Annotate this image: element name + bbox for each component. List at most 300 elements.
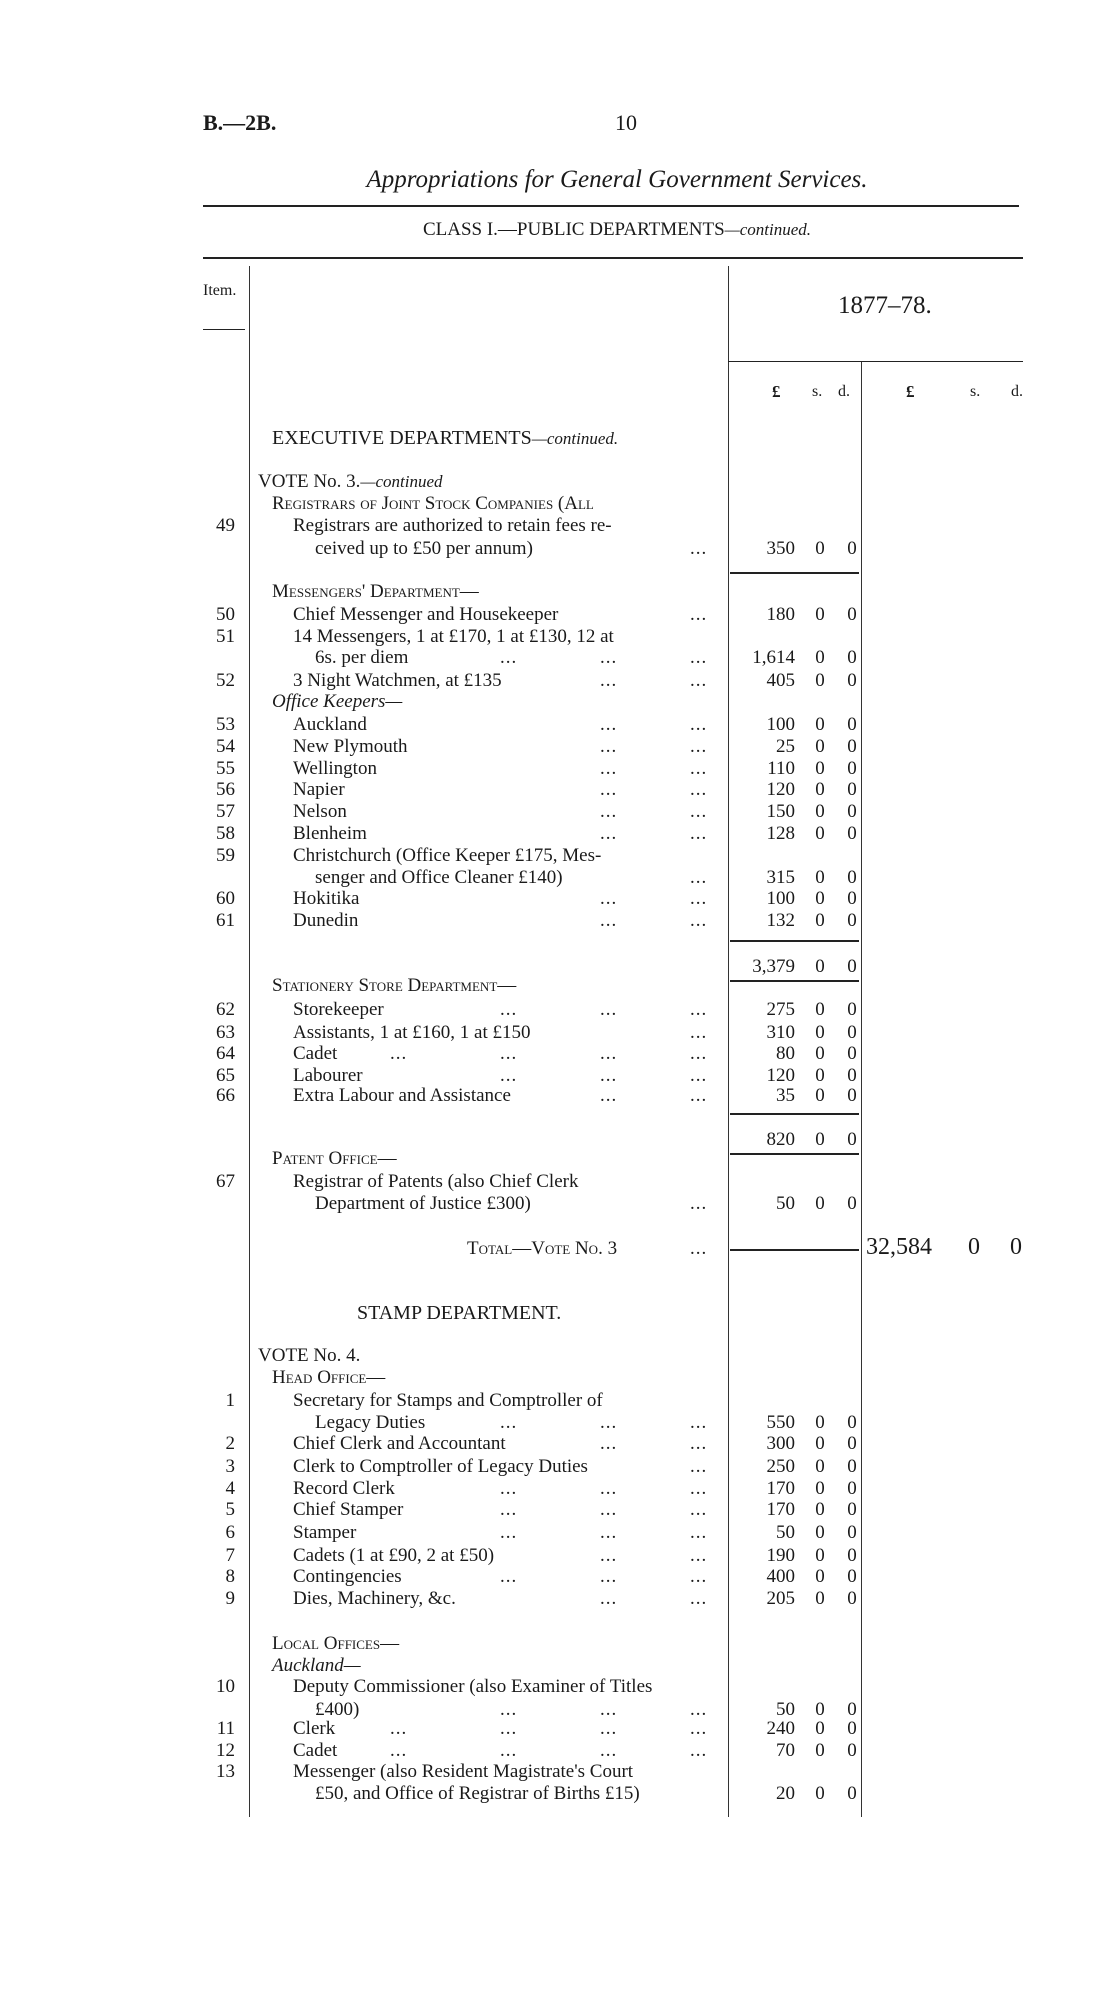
table-row bbox=[0, 1412, 1114, 1434]
table-row bbox=[0, 515, 1114, 537]
item-number: 2 bbox=[225, 1433, 235, 1454]
table-row bbox=[0, 714, 1114, 736]
amount-pounds: 35 bbox=[776, 1085, 795, 1106]
amount-pence: 0 bbox=[847, 538, 857, 559]
dot-leader: ... bbox=[690, 1588, 708, 1609]
table-row bbox=[0, 867, 1114, 889]
sub-heading bbox=[272, 1148, 397, 1170]
amount-shillings: 0 bbox=[815, 758, 825, 779]
dot-leader: ... bbox=[500, 1478, 518, 1499]
dot-leader: ... bbox=[690, 779, 708, 800]
dot-leader: ... bbox=[600, 647, 618, 668]
amount-pence: 0 bbox=[847, 647, 857, 668]
continued-label: —continued bbox=[360, 472, 443, 491]
dot-leader: ... bbox=[600, 823, 618, 844]
amount-pounds: 50 bbox=[776, 1699, 795, 1720]
item-description bbox=[293, 515, 612, 537]
dot-leader: ... bbox=[600, 1065, 618, 1086]
sub-heading bbox=[272, 1367, 385, 1389]
total-shillings: 0 bbox=[968, 1234, 980, 1260]
item-number: 9 bbox=[225, 1588, 235, 1609]
item-description bbox=[293, 1043, 337, 1065]
continued-label: —continued. bbox=[531, 429, 619, 448]
amount-pounds: 100 bbox=[766, 714, 795, 735]
italic-heading bbox=[272, 691, 402, 713]
amount-pence: 0 bbox=[847, 1085, 857, 1106]
table-row bbox=[0, 1676, 1114, 1698]
amount-pounds: 190 bbox=[766, 1545, 795, 1566]
table-row bbox=[0, 1390, 1114, 1412]
item-description bbox=[293, 845, 601, 867]
amount-pence: 0 bbox=[847, 867, 857, 888]
amount-pounds: 300 bbox=[766, 1433, 795, 1454]
amount-pence: 0 bbox=[847, 1022, 857, 1043]
row-text: Local Offices— bbox=[272, 1633, 400, 1654]
amount-pounds: 50 bbox=[776, 1193, 795, 1214]
subtotal-rule-above bbox=[730, 940, 859, 942]
table-row bbox=[0, 1633, 1114, 1655]
amount-shillings: 0 bbox=[815, 999, 825, 1020]
amount-pounds: 400 bbox=[766, 1566, 795, 1587]
item-description bbox=[293, 1588, 456, 1610]
amount-pounds: 310 bbox=[766, 1022, 795, 1043]
item-number: 58 bbox=[216, 823, 235, 844]
dot-leader: ... bbox=[600, 736, 618, 757]
year-heading: 1877–78. bbox=[838, 292, 932, 319]
table-row bbox=[0, 581, 1114, 603]
table-row bbox=[0, 1761, 1114, 1783]
table-row bbox=[0, 1545, 1114, 1567]
table-row bbox=[0, 647, 1114, 669]
section-heading bbox=[272, 427, 618, 450]
amount-shillings: 0 bbox=[815, 647, 825, 668]
amount-pence: 0 bbox=[847, 823, 857, 844]
item-number: 54 bbox=[216, 736, 235, 757]
item-number: 51 bbox=[216, 626, 235, 647]
amount-pounds: 240 bbox=[766, 1718, 795, 1739]
row-text: Chief Clerk and Accountant bbox=[293, 1433, 506, 1454]
amount-shillings: 0 bbox=[815, 1545, 825, 1566]
item-number: 1 bbox=[225, 1390, 235, 1411]
dot-leader: ... bbox=[500, 1699, 518, 1720]
dot-leader: ... bbox=[600, 1043, 618, 1064]
table-row bbox=[0, 1783, 1114, 1805]
amount-pence: 0 bbox=[847, 1412, 857, 1433]
amount-pounds: 120 bbox=[766, 1065, 795, 1086]
row-text: senger and Office Cleaner £140) bbox=[315, 867, 563, 888]
dot-leader: ... bbox=[690, 1412, 708, 1433]
amount-pence: 0 bbox=[847, 910, 857, 931]
table-row bbox=[0, 427, 1114, 449]
pound-header: £ bbox=[772, 382, 781, 401]
dot-leader: ... bbox=[690, 1433, 708, 1454]
amount-pence: 0 bbox=[847, 758, 857, 779]
row-text: New Plymouth bbox=[293, 736, 408, 757]
amount-pounds: 550 bbox=[766, 1412, 795, 1433]
amount-pounds: 350 bbox=[766, 538, 795, 559]
total-heading bbox=[467, 1238, 617, 1260]
dot-leader: ... bbox=[600, 1588, 618, 1609]
table-row bbox=[0, 823, 1114, 845]
item-number: 3 bbox=[225, 1456, 235, 1477]
amount-shillings: 0 bbox=[815, 1699, 825, 1720]
row-text: Auckland— bbox=[272, 1655, 361, 1676]
table-row bbox=[0, 1367, 1114, 1389]
item-number: 6 bbox=[225, 1522, 235, 1543]
shillings-header: s. bbox=[812, 383, 823, 400]
amount-shillings: 0 bbox=[815, 867, 825, 888]
table-row bbox=[0, 1085, 1114, 1107]
table-row bbox=[0, 1718, 1114, 1740]
row-text: Blenheim bbox=[293, 823, 367, 844]
dot-leader: ... bbox=[600, 1412, 618, 1433]
item-number: 65 bbox=[216, 1065, 235, 1086]
total-pounds: 32,584 bbox=[866, 1234, 932, 1260]
divider bbox=[203, 205, 1019, 207]
table-row bbox=[0, 1588, 1114, 1610]
dot-leader: ... bbox=[690, 1065, 708, 1086]
table-row bbox=[0, 779, 1114, 801]
pound-header-total: £ bbox=[906, 382, 915, 401]
amount-pence: 0 bbox=[847, 1043, 857, 1064]
row-text: VOTE No. 3. bbox=[258, 471, 361, 492]
item-description bbox=[293, 1761, 633, 1783]
item-description bbox=[315, 1193, 531, 1215]
item-description bbox=[293, 1022, 531, 1044]
row-text: Legacy Duties bbox=[315, 1412, 426, 1433]
item-number: 10 bbox=[216, 1676, 235, 1697]
vote-heading bbox=[258, 1345, 360, 1367]
amount-pounds: 170 bbox=[766, 1478, 795, 1499]
amount-shillings: 0 bbox=[815, 1065, 825, 1086]
amount-pence: 0 bbox=[847, 1740, 857, 1761]
amount-shillings: 0 bbox=[815, 1085, 825, 1106]
amount-shillings: 0 bbox=[815, 956, 825, 977]
row-text: £400) bbox=[315, 1699, 360, 1720]
amount-shillings: 0 bbox=[815, 779, 825, 800]
page-number: 10 bbox=[615, 110, 637, 135]
row-text: 3 Night Watchmen, at £135 bbox=[293, 670, 502, 691]
amount-pence: 0 bbox=[847, 801, 857, 822]
row-text: Head Office— bbox=[272, 1367, 386, 1388]
dot-leader: ... bbox=[690, 670, 708, 691]
row-text: Record Clerk bbox=[293, 1478, 395, 1499]
divider bbox=[203, 257, 1023, 259]
item-description bbox=[293, 1499, 403, 1521]
amount-pounds: 205 bbox=[766, 1588, 795, 1609]
row-text: Messenger (also Resident Magistrate's Court bbox=[293, 1761, 634, 1782]
amount-pence: 0 bbox=[847, 1545, 857, 1566]
dot-leader: ... bbox=[690, 1566, 708, 1587]
item-description bbox=[293, 1718, 335, 1740]
dot-leader: ... bbox=[690, 999, 708, 1020]
row-text: Total—Vote No. 3 bbox=[467, 1238, 618, 1259]
amount-pence: 0 bbox=[847, 999, 857, 1020]
table-row bbox=[0, 845, 1114, 867]
table-row bbox=[0, 910, 1114, 932]
amount-shillings: 0 bbox=[815, 1522, 825, 1543]
item-description bbox=[293, 1456, 588, 1478]
dot-leader: ... bbox=[690, 758, 708, 779]
dot-leader: ... bbox=[500, 999, 518, 1020]
table-row bbox=[0, 801, 1114, 823]
row-text: £50, and Office of Registrar of Births £15) bbox=[315, 1783, 640, 1804]
dot-leader: ... bbox=[500, 1740, 518, 1761]
amount-shillings: 0 bbox=[815, 888, 825, 909]
row-text: ceived up to £50 per annum) bbox=[315, 538, 533, 559]
item-description bbox=[293, 1433, 506, 1455]
dot-leader: ... bbox=[600, 779, 618, 800]
amount-shillings: 0 bbox=[815, 1740, 825, 1761]
item-description bbox=[293, 670, 502, 692]
amount-pounds: 250 bbox=[766, 1456, 795, 1477]
amount-shillings: 0 bbox=[815, 1129, 825, 1150]
item-number: 60 bbox=[216, 888, 235, 909]
row-text: Registrars of Joint Stock Companies (All bbox=[272, 493, 594, 514]
amount-shillings: 0 bbox=[815, 714, 825, 735]
item-description bbox=[315, 647, 408, 669]
row-text: Chief Stamper bbox=[293, 1499, 404, 1520]
table-row bbox=[0, 493, 1114, 515]
sub-heading bbox=[272, 581, 479, 603]
amount-pence: 0 bbox=[847, 779, 857, 800]
table-row bbox=[0, 999, 1114, 1021]
item-number: 5 bbox=[225, 1499, 235, 1520]
item-description bbox=[315, 538, 533, 560]
table-row bbox=[0, 1522, 1114, 1544]
dot-leader: ... bbox=[600, 1545, 618, 1566]
table-row bbox=[0, 1433, 1114, 1455]
class-heading bbox=[0, 219, 1114, 241]
document-reference: B.—2B. bbox=[203, 110, 277, 135]
table-row bbox=[0, 1566, 1114, 1588]
dot-leader: ... bbox=[500, 647, 518, 668]
dot-leader: ... bbox=[500, 1499, 518, 1520]
amount-pence: 0 bbox=[847, 1129, 857, 1150]
item-description bbox=[293, 1171, 578, 1193]
dot-leader: ... bbox=[690, 1718, 708, 1739]
amount-pounds: 80 bbox=[776, 1043, 795, 1064]
table-row bbox=[0, 888, 1114, 910]
row-text: 6s. per diem bbox=[315, 647, 409, 668]
table-row bbox=[0, 1499, 1114, 1521]
row-text: Dies, Machinery, &c. bbox=[293, 1588, 456, 1609]
table-row bbox=[0, 471, 1114, 493]
amount-pounds: 25 bbox=[776, 736, 795, 757]
row-text: Cadet bbox=[293, 1740, 338, 1761]
table-row bbox=[0, 1456, 1114, 1478]
dot-leader: ... bbox=[690, 910, 708, 931]
amount-pence: 0 bbox=[847, 888, 857, 909]
amount-pence: 0 bbox=[847, 714, 857, 735]
amount-shillings: 0 bbox=[815, 1456, 825, 1477]
amount-pounds: 70 bbox=[776, 1740, 795, 1761]
row-text: STAMP DEPARTMENT. bbox=[357, 1302, 562, 1324]
amount-pence: 0 bbox=[847, 1783, 857, 1804]
item-column-header: Item. bbox=[203, 282, 237, 299]
row-text: 14 Messengers, 1 at £170, 1 at £130, 12 at bbox=[293, 626, 614, 647]
amount-pounds: 315 bbox=[766, 867, 795, 888]
dot-leader: ... bbox=[690, 1499, 708, 1520]
item-description bbox=[293, 1085, 511, 1107]
item-number: 59 bbox=[216, 845, 235, 866]
item-description bbox=[293, 758, 377, 780]
item-number: 61 bbox=[216, 910, 235, 931]
dot-leader: ... bbox=[500, 1065, 518, 1086]
amount-pence: 0 bbox=[847, 1699, 857, 1720]
item-number: 63 bbox=[216, 1022, 235, 1043]
dot-leader: ... bbox=[390, 1043, 408, 1064]
amount-pence: 0 bbox=[847, 956, 857, 977]
item-number: 62 bbox=[216, 999, 235, 1020]
amount-pence: 0 bbox=[847, 670, 857, 691]
item-number: 11 bbox=[216, 1718, 235, 1739]
amount-pounds: 50 bbox=[776, 1522, 795, 1543]
row-text: Secretary for Stamps and Comptroller of bbox=[293, 1390, 603, 1411]
section-rule bbox=[730, 572, 859, 574]
dot-leader: ... bbox=[690, 1478, 708, 1499]
item-description bbox=[293, 1566, 402, 1588]
amount-pounds: 3,379 bbox=[752, 956, 795, 977]
amount-shillings: 0 bbox=[815, 910, 825, 931]
amount-shillings: 0 bbox=[815, 1043, 825, 1064]
dot-leader: ... bbox=[690, 1522, 708, 1543]
item-description bbox=[293, 736, 408, 758]
vote-heading bbox=[258, 471, 443, 493]
amount-pence: 0 bbox=[847, 1065, 857, 1086]
dot-leader: ... bbox=[690, 1022, 708, 1043]
dot-leader: ... bbox=[600, 1740, 618, 1761]
amount-pounds: 180 bbox=[766, 604, 795, 625]
year-underline bbox=[728, 361, 1023, 362]
item-number: 8 bbox=[225, 1566, 235, 1587]
dot-leader: ... bbox=[600, 1566, 618, 1587]
item-number: 57 bbox=[216, 801, 235, 822]
amount-shillings: 0 bbox=[815, 736, 825, 757]
row-text: Messengers' Department— bbox=[272, 581, 479, 602]
dot-leader: ... bbox=[600, 714, 618, 735]
table-row bbox=[0, 1740, 1114, 1762]
row-text: Labourer bbox=[293, 1065, 363, 1086]
dot-leader: ... bbox=[600, 1718, 618, 1739]
item-description bbox=[293, 999, 384, 1021]
amount-shillings: 0 bbox=[815, 1433, 825, 1454]
table-row bbox=[0, 1478, 1114, 1500]
amount-pounds: 1,614 bbox=[752, 647, 795, 668]
dot-leader: ... bbox=[690, 1699, 708, 1720]
table-row bbox=[0, 1302, 1114, 1324]
row-text: Storekeeper bbox=[293, 999, 384, 1020]
item-number: 66 bbox=[216, 1085, 235, 1106]
amount-pence: 0 bbox=[847, 1566, 857, 1587]
dot-leader: ... bbox=[690, 1193, 708, 1214]
amount-pounds: 100 bbox=[766, 888, 795, 909]
amount-shillings: 0 bbox=[815, 1412, 825, 1433]
item-number: 64 bbox=[216, 1043, 235, 1064]
row-text: Cadets (1 at £90, 2 at £50) bbox=[293, 1545, 495, 1566]
dot-leader: ... bbox=[600, 1478, 618, 1499]
item-number: 56 bbox=[216, 779, 235, 800]
row-text: Office Keepers— bbox=[272, 691, 403, 712]
item-description bbox=[293, 823, 367, 845]
dot-leader: ... bbox=[690, 1740, 708, 1761]
shillings-header-total: s. bbox=[970, 383, 981, 400]
dot-leader: ... bbox=[500, 1043, 518, 1064]
dot-leader: ... bbox=[690, 801, 708, 822]
amount-pence: 0 bbox=[847, 1433, 857, 1454]
item-description bbox=[293, 888, 360, 910]
amount-shillings: 0 bbox=[815, 1783, 825, 1804]
table-row bbox=[0, 604, 1114, 626]
amount-pounds: 405 bbox=[766, 670, 795, 691]
dot-leader: ... bbox=[600, 1433, 618, 1454]
row-text: Registrar of Patents (also Chief Clerk bbox=[293, 1171, 579, 1192]
dot-leader: ... bbox=[690, 867, 708, 888]
dot-leader: ... bbox=[390, 1740, 408, 1761]
table-row bbox=[0, 1345, 1114, 1367]
amount-shillings: 0 bbox=[815, 801, 825, 822]
item-description bbox=[293, 1545, 494, 1567]
class-heading-main: CLASS I.—PUBLIC DEPARTMENTS bbox=[422, 219, 725, 240]
item-number: 7 bbox=[225, 1545, 235, 1566]
row-text: Christchurch (Office Keeper £175, Mes- bbox=[293, 845, 602, 866]
item-description bbox=[293, 1390, 603, 1412]
amount-shillings: 0 bbox=[815, 1478, 825, 1499]
italic-heading bbox=[272, 1655, 361, 1677]
amount-pence: 0 bbox=[847, 1588, 857, 1609]
row-text: Patent Office— bbox=[272, 1148, 397, 1169]
amount-pence: 0 bbox=[847, 1456, 857, 1477]
dot-leader: ... bbox=[690, 1043, 708, 1064]
item-number: 50 bbox=[216, 604, 235, 625]
dot-leader: ... bbox=[600, 801, 618, 822]
amount-shillings: 0 bbox=[815, 1718, 825, 1739]
dot-leader: ... bbox=[600, 1085, 618, 1106]
dot-leader: ... bbox=[690, 823, 708, 844]
dot-leader: ... bbox=[690, 538, 708, 559]
amount-pounds: 150 bbox=[766, 801, 795, 822]
amount-pence: 0 bbox=[847, 736, 857, 757]
item-description bbox=[293, 1676, 652, 1698]
item-description bbox=[293, 1522, 356, 1544]
row-text: Cadet bbox=[293, 1043, 338, 1064]
item-description bbox=[293, 1065, 363, 1087]
dot-leader: ... bbox=[600, 999, 618, 1020]
row-text: EXECUTIVE DEPARTMENTS bbox=[272, 427, 532, 449]
dot-leader: ... bbox=[500, 1522, 518, 1543]
dot-leader: ... bbox=[690, 647, 708, 668]
row-text: Nelson bbox=[293, 801, 347, 822]
row-text: Extra Labour and Assistance bbox=[293, 1085, 511, 1106]
pence-header: d. bbox=[838, 383, 850, 400]
dot-leader: ... bbox=[600, 1522, 618, 1543]
amount-pence: 0 bbox=[847, 1718, 857, 1739]
item-description bbox=[315, 1412, 425, 1434]
item-description bbox=[293, 910, 358, 932]
class-heading-continued: —continued. bbox=[724, 220, 812, 239]
row-text: Clerk bbox=[293, 1718, 336, 1739]
dot-leader: ... bbox=[690, 604, 708, 625]
page-title: Appropriations for General Government Services. bbox=[366, 166, 868, 193]
amount-shillings: 0 bbox=[815, 1566, 825, 1587]
amount-shillings: 0 bbox=[815, 1588, 825, 1609]
amount-pence: 0 bbox=[847, 1193, 857, 1214]
table-row bbox=[0, 736, 1114, 758]
dot-leader: ... bbox=[390, 1718, 408, 1739]
dot-leader: ... bbox=[690, 736, 708, 757]
sub-heading bbox=[272, 493, 594, 515]
amount-pounds: 20 bbox=[776, 1783, 795, 1804]
